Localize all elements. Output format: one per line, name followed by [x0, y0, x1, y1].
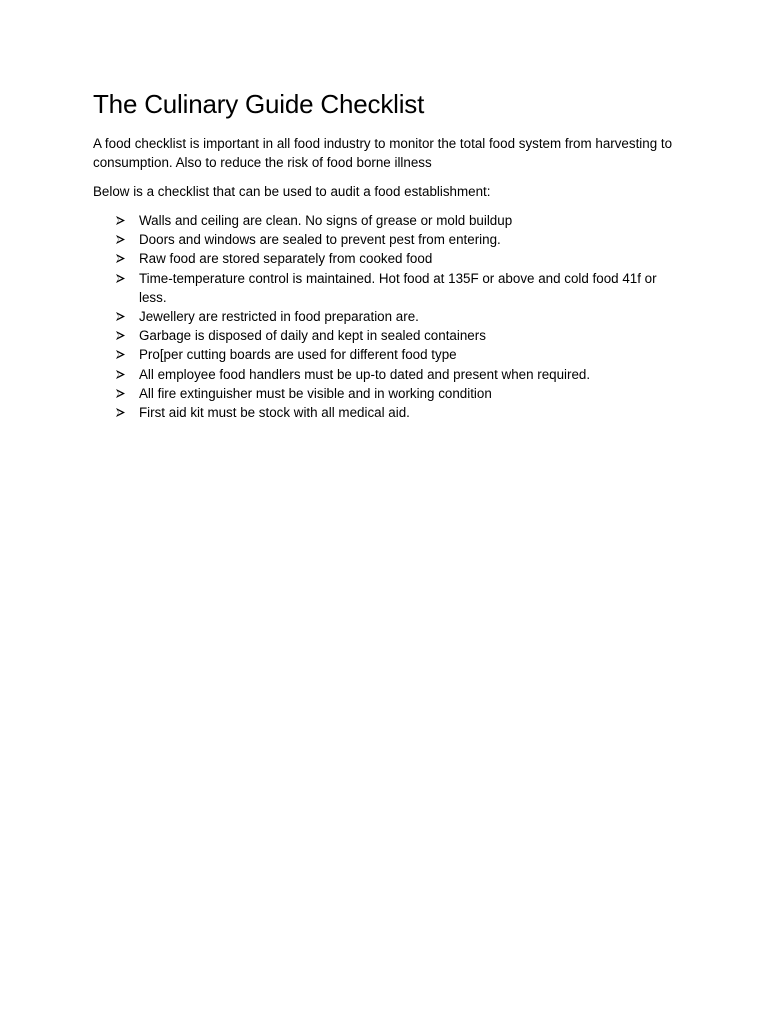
document-title: The Culinary Guide Checklist	[93, 89, 425, 119]
checklist-item-text: Doors and windows are sealed to prevent pest from entering.	[139, 232, 501, 248]
checklist-item-text: Time-temperature control is maintained. Hot food at 135F or above and cold food 41f or less.	[139, 270, 657, 305]
checklist-item	[115, 403, 673, 422]
checklist-item	[115, 249, 673, 268]
checklist-item-text: Jewellery are restricted in food preparation are.	[139, 309, 419, 325]
checklist-item	[115, 307, 673, 326]
checklist-item	[115, 384, 673, 403]
arrowhead-bullet-icon	[115, 249, 129, 268]
document-page	[93, 86, 673, 422]
checklist-item	[115, 365, 673, 384]
arrowhead-bullet-icon	[115, 269, 129, 288]
arrowhead-bullet-icon	[115, 326, 129, 345]
arrowhead-bullet-icon	[115, 307, 129, 326]
checklist-item-text: All employee food handlers must be up-to dated and present when required.	[139, 366, 591, 382]
arrowhead-bullet-icon	[115, 345, 129, 364]
arrowhead-bullet-icon	[115, 384, 129, 403]
lead-paragraph: Below is a checklist that can be used to audit a food establishment:	[93, 184, 491, 199]
arrowhead-bullet-icon	[115, 403, 129, 422]
checklist-item	[115, 269, 673, 307]
checklist-item-text: First aid kit must be stock with all medical aid.	[139, 405, 410, 421]
checklist-item	[115, 211, 673, 230]
checklist-item	[115, 230, 673, 249]
checklist-item	[115, 326, 673, 345]
checklist-item-text: Pro[per cutting boards are used for different food type	[139, 347, 457, 363]
checklist-item-text: All fire extinguisher must be visible and in working condition	[139, 385, 492, 401]
checklist-item	[115, 345, 673, 364]
checklist-item-text: Garbage is disposed of daily and kept in sealed containers	[139, 328, 486, 344]
checklist-item-text: Raw food are stored separately from cooked food	[139, 251, 433, 267]
intro-paragraph: A food checklist is important in all food industry to monitor the total food system from harvesting to consumption. Also to reduce the risk of food borne illness	[93, 136, 673, 170]
arrowhead-bullet-icon	[115, 211, 129, 230]
checklist-item-text: Walls and ceiling are clean. No signs of grease or mold buildup	[139, 213, 513, 228]
arrowhead-bullet-icon	[115, 365, 129, 384]
checklist	[93, 211, 673, 422]
arrowhead-bullet-icon	[115, 230, 129, 249]
